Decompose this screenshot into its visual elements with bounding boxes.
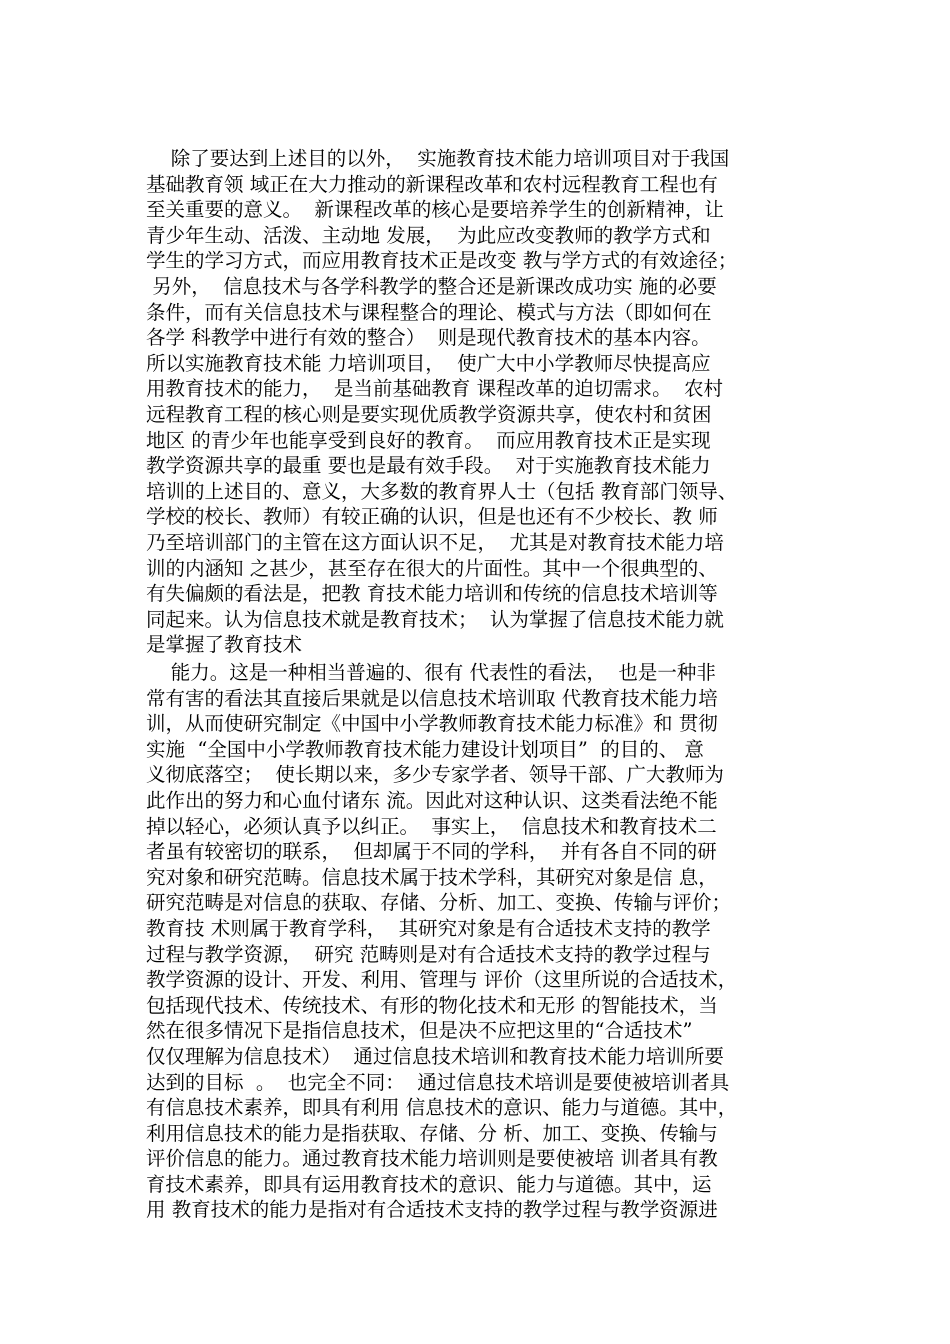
- text-line: 教学资源的设计、开发、利用、管理与 评价（这里所说的合适技术，: [146, 968, 738, 992]
- text-line: 过程与教学资源， 研究 范畴则是对有合适技术支持的教学过程与: [146, 942, 711, 966]
- text-line: 实施 “全国中小学教师教育技术能力建设计划项目” 的目的、 意: [146, 737, 704, 761]
- text-line: 仅仅理解为信息技术） 通过信息技术培训和教育技术能力培训所要: [146, 1044, 724, 1068]
- text-line: 教育技 术则属于教育学科， 其研究对象是有合适技术支持的教学: [146, 916, 711, 940]
- text-line: 训，从而使研究制定《中国中小学教师教育技术能力标准》和 贯彻: [146, 712, 718, 736]
- text-line: 各学 科教学中进行有效的整合） 则是现代教育技术的基本内容。: [146, 326, 711, 350]
- text-line: 至关重要的意义。 新课程改革的核心是要培养学生的创新精神，让: [146, 198, 724, 222]
- text-line: 所以实施教育技术能 力培训项目， 使广大中小学教师尽快提高应: [146, 351, 711, 375]
- text-line: 基础教育领 域正在大力推动的新课程改革和农村远程教育工程也有: [146, 172, 718, 196]
- text-line: 学生的学习方式，而应用教育技术正是改变 教与学方式的有效途径；: [146, 249, 738, 273]
- text-line: 除了要达到上述目的以外， 实施教育技术能力培训项目对于我国: [146, 147, 730, 170]
- text-line: 研究范畴是对信息的获取、存储、分析、加工、变换、传输与评价；: [146, 891, 732, 915]
- text-line: 训的内涵知 之甚少，甚至存在很大的片面性。其中一个很典型的、: [146, 556, 718, 580]
- text-line: 是掌握了教育技术: [146, 633, 303, 657]
- text-line: 者虽有较密切的联系， 但却属于不同的学科， 并有各自不同的研: [146, 840, 717, 864]
- text-line: 教学资源共享的最重 要也是最有效手段。 对于实施教育技术能力: [146, 454, 711, 478]
- text-line: 用 教育技术的能力是指对有合适技术支持的教学过程与教学资源进: [146, 1198, 718, 1222]
- text-line: 远程教育工程的核心则是要实现优质教学资源共享，使农村和贫困: [146, 402, 712, 426]
- text-line: 有失偏颇的看法是，把教 育技术能力培训和传统的信息技术培训等: [146, 582, 718, 606]
- text-line: 掉以轻心，必须认真予以纠正。 事实上， 信息技术和教育技术二: [146, 814, 717, 838]
- text-line: 义彻底落空； 使长期以来，多少专家学者、领导干部、广大教师为: [146, 763, 724, 787]
- paragraph-2: [146, 660, 806, 1223]
- paragraph-1: [146, 146, 806, 658]
- text-line: 育技术素养，即具有运用教育技术的意识、能力与道德。其中，运: [146, 1172, 712, 1196]
- text-line: 此作出的努力和心血付诸东 流。因此对这种认识、这类看法绝不能: [146, 788, 718, 812]
- text-line: 达到的目标 。 也完全不同： 通过信息技术培训是要使被培训者具: [146, 1070, 730, 1094]
- text-line: 有信息技术素养，即具有利用 信息技术的意识、能力与道德。其中，: [146, 1096, 738, 1120]
- text-line: 条件，而有关信息技术与课程整合的理论、模式与方法（即如何在: [146, 300, 712, 324]
- text-line: 另外， 信息技术与各学科教学的整合还是新课改成功实 施的必要: [146, 274, 717, 298]
- text-line: 用教育技术的能力， 是当前基础教育 课程改革的迫切需求。 农村: [146, 377, 723, 401]
- text-line: 然在很多情况下是指信息技术，但是决不应把这里的“合适技术”: [146, 1019, 693, 1043]
- text-line: 培训的上述目的、意义，大多数的教育界人士（包括 教育部门领导、: [146, 479, 738, 503]
- text-line: 评价信息的能力。通过教育技术能力培训则是要使被培 训者具有教: [146, 1147, 718, 1171]
- text-line: 利用信息技术的能力是指获取、存储、分 析、加工、变换、传输与: [146, 1121, 718, 1145]
- text-line: 能力。这是一种相当普遍的、很有 代表性的看法， 也是一种非: [146, 661, 716, 684]
- text-line: 乃至培训部门的主管在这方面认识不足， 尤其是对教育技术能力培: [146, 530, 724, 554]
- text-line: 地区 的青少年也能享受到良好的教育。 而应用教育技术正是实现: [146, 428, 711, 452]
- text-line: 青少年生动、活泼、主动地 发展， 为此应改变教师的教学方式和: [146, 223, 711, 247]
- text-line: 包括现代技术、传统技术、有形的物化技术和无形 的智能技术，当: [146, 993, 718, 1017]
- text-line: 同起来。认为信息技术就是教育技术； 认为掌握了信息技术能力就: [146, 607, 724, 631]
- text-line: 究对象和研究范畴。信息技术属于技术学科，其研究对象是信 息，: [146, 865, 718, 889]
- text-line: 学校的校长、教师）有较正确的认识，但是也还有不少校长、教 师: [146, 505, 718, 529]
- text-line: 常有害的看法其直接后果就是以信息技术培训取 代教育技术能力培: [146, 686, 718, 710]
